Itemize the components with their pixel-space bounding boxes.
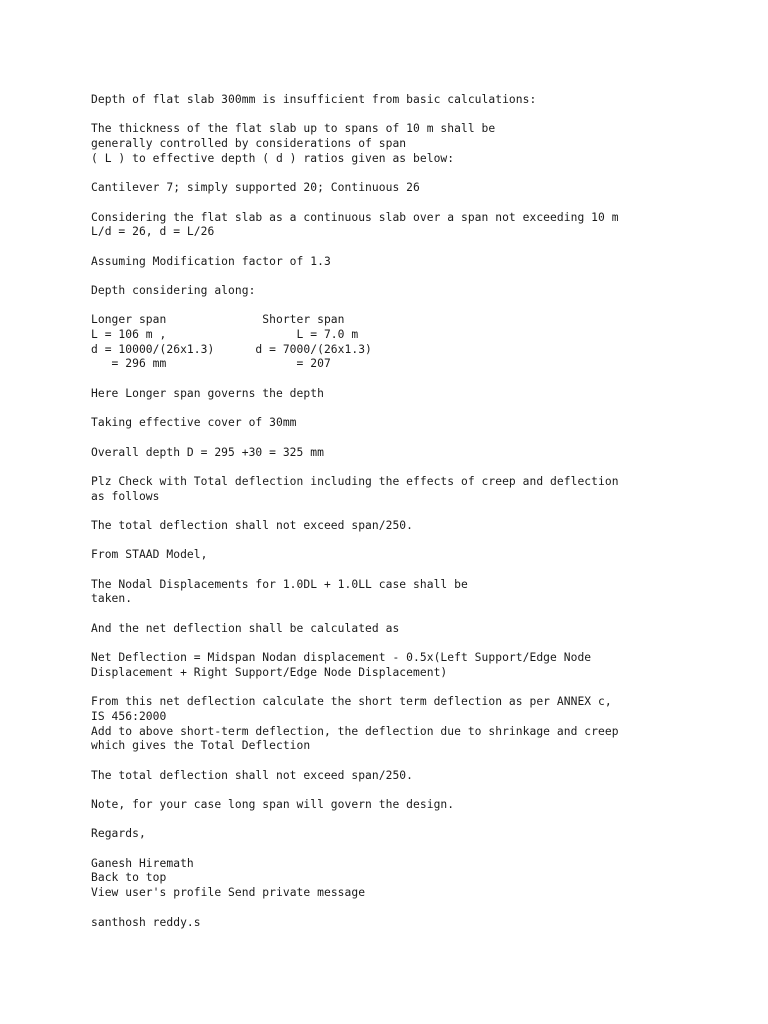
span-calc-header: Longer span Shorter span [91, 313, 345, 327]
note-line: Note, for your case long span will govern the design. [91, 798, 455, 811]
span-calc-length: L = 106 m , L = 7.0 m [91, 328, 359, 341]
staad-model-line: From STAAD Model, [91, 548, 208, 562]
nodal-displacement-line-2: taken. [91, 592, 133, 606]
span-ratios-line: Cantilever 7; simply supported 20; Continuous 26 [91, 181, 420, 195]
governs-line: Here Longer span governs the depth [91, 386, 324, 400]
forum-post-body [91, 93, 751, 930]
modification-factor-line: Assuming Modification factor of 1.3 [91, 254, 331, 268]
short-term-line-3: Add to above short-term deflection, the deflection due to shrinkage and creep [91, 724, 619, 738]
send-private-message-link[interactable]: Send private message [228, 886, 366, 900]
thickness-text-line-2: generally controlled by considerations of span [91, 137, 407, 151]
depth-heading: Depth considering along: [91, 283, 256, 297]
deflection-limit-line: The total deflection shall not exceed span/250. [91, 518, 414, 532]
continuous-slab-line-1: Considering the flat slab as a continuous slab over a span not exceeding 10 m [91, 210, 619, 224]
short-term-line-4: which gives the Total Deflection [91, 739, 311, 753]
span-calc-depth: d = 10000/(26x1.3) d = 7000/(26x1.3) [91, 342, 372, 356]
net-deflection-formula-line-2: Displacement + Right Support/Edge Node Displacement) [91, 665, 448, 679]
next-post-author: santhosh reddy.s [91, 915, 201, 929]
check-deflection-line-1: Plz Check with Total deflection including the effects of creep and deflection [91, 474, 619, 488]
short-term-line-2: IS 456:2000 [91, 709, 167, 723]
check-deflection-line-2: as follows [91, 489, 160, 503]
back-to-top-link[interactable]: Back to top [91, 871, 167, 885]
thickness-text-line-1: The thickness of the flat slab up to spans of 10 m shall be [91, 122, 496, 136]
span-calc-result: = 296 mm = 207 [91, 357, 331, 371]
deflection-limit-line-2: The total deflection shall not exceed span/250. [91, 768, 414, 782]
short-term-line-1: From this net deflection calculate the short term deflection as per ANNEX c, [91, 695, 612, 709]
intro-line: Depth of flat slab 300mm is insufficient from basic calculations: [91, 93, 537, 106]
thickness-text-line-3: ( L ) to effective depth ( d ) ratios given as below: [91, 151, 455, 165]
nodal-displacement-line-1: The Nodal Displacements for 1.0DL + 1.0LL case shall be [91, 577, 468, 591]
net-deflection-intro: And the net deflection shall be calculated as [91, 621, 400, 635]
continuous-slab-line-2: L/d = 26, d = L/26 [91, 225, 215, 239]
view-profile-link[interactable]: View user's profile [91, 886, 222, 900]
cover-line: Taking effective cover of 30mm [91, 416, 297, 430]
regards-line: Regards, [91, 827, 146, 841]
overall-depth-line: Overall depth D = 295 +30 = 325 mm [91, 445, 324, 459]
author-name: Ganesh Hiremath [91, 856, 194, 870]
net-deflection-formula-line-1: Net Deflection = Midspan Nodan displacement - 0.5x(Left Support/Edge Node [91, 651, 592, 665]
